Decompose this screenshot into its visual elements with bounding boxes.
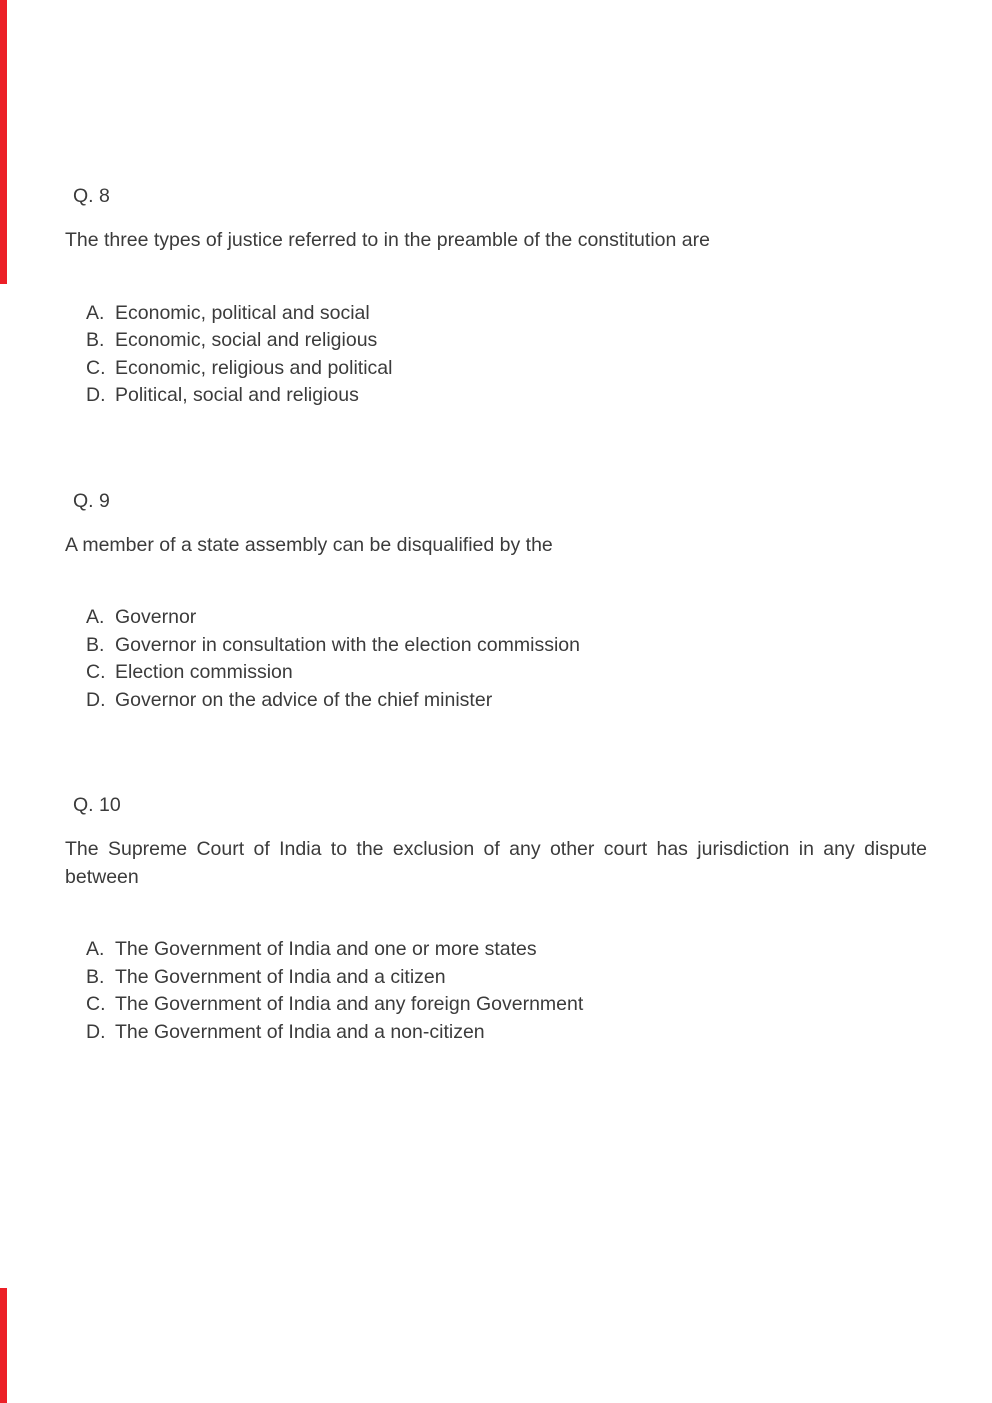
option-row xyxy=(65,1019,927,1047)
option-text: The Government of India and any foreign Government xyxy=(115,993,584,1015)
option-text: The Government of India and a non-citizen xyxy=(115,1020,485,1043)
question-number: Q. 8 xyxy=(73,185,110,207)
option-text: Economic, social and religious xyxy=(115,329,378,351)
option-letter: C. xyxy=(86,356,106,379)
option-letter: D. xyxy=(86,688,106,711)
option-letter: C. xyxy=(86,993,106,1015)
question-text: A member of a state assembly can be disqualified by the xyxy=(65,533,553,556)
options-list xyxy=(65,604,927,714)
option-letter: C. xyxy=(86,661,106,683)
option-text: Election commission xyxy=(115,661,293,683)
question-number: Q. 10 xyxy=(73,794,121,816)
option-text: Governor in consultation with the election commission xyxy=(115,633,580,656)
option-row xyxy=(65,936,927,964)
option-row xyxy=(65,604,927,632)
option-letter: B. xyxy=(86,329,105,351)
option-text: The Government of India and a citizen xyxy=(115,965,446,988)
option-letter: A. xyxy=(86,938,105,960)
question-sheet xyxy=(65,183,927,1046)
option-row xyxy=(65,632,927,660)
option-row xyxy=(65,327,927,355)
options-list xyxy=(65,300,927,410)
options-list xyxy=(65,936,927,1046)
option-row xyxy=(65,382,927,410)
question-block-8 xyxy=(65,183,927,410)
option-letter: B. xyxy=(86,633,105,656)
option-row xyxy=(65,300,927,328)
option-text: Governor xyxy=(115,606,197,628)
option-row xyxy=(65,659,927,687)
option-letter: A. xyxy=(86,606,105,628)
option-text: Economic, political and social xyxy=(115,301,370,324)
question-block-10 xyxy=(65,792,927,1046)
question-text: The Supreme Court of India to the exclusion of any other court has jurisdiction in any dispute between xyxy=(65,838,927,888)
question-text: The three types of justice referred to in the preamble of the constitution are xyxy=(65,229,710,251)
option-text: Governor on the advice of the chief minister xyxy=(115,688,493,711)
option-row xyxy=(65,991,927,1019)
question-number: Q. 9 xyxy=(73,489,110,512)
option-letter: B. xyxy=(86,965,105,988)
option-text: Economic, religious and political xyxy=(115,356,393,379)
left-edge-marker-top xyxy=(0,0,7,284)
option-letter: A. xyxy=(86,301,105,324)
option-text: The Government of India and one or more states xyxy=(115,938,537,960)
question-block-9 xyxy=(65,488,927,715)
option-row xyxy=(65,355,927,383)
option-row xyxy=(65,687,927,715)
left-edge-marker-bottom xyxy=(0,1288,7,1403)
option-row xyxy=(65,964,927,992)
option-letter: D. xyxy=(86,1020,106,1043)
option-text: Political, social and religious xyxy=(115,384,359,406)
option-letter: D. xyxy=(86,384,106,406)
